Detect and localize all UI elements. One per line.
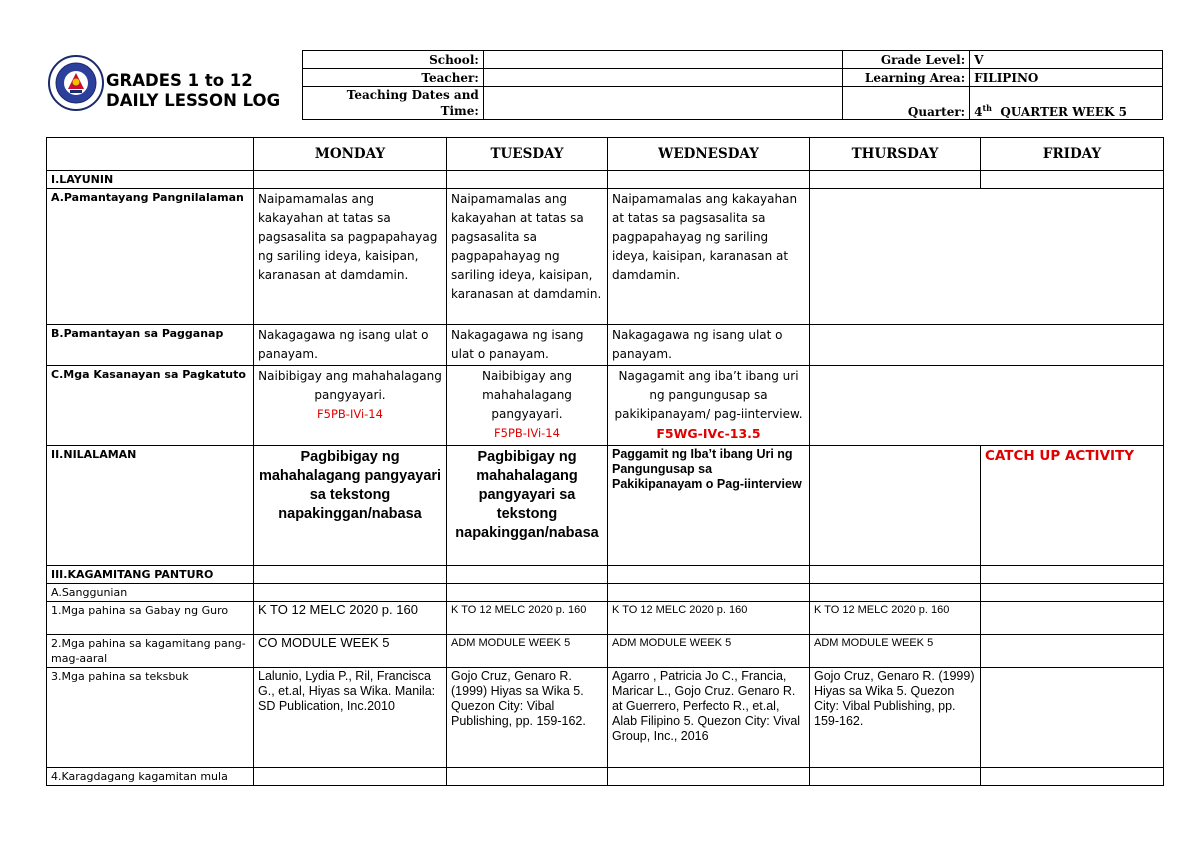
cell-empty: [447, 768, 608, 786]
cell-empty: [981, 584, 1164, 602]
cell-pangnilalaman-tuesday: Naipamamalas ang kakayahan at tatas sa pagsasalita sa pagpapahayag ng sariling ideya, kaisipan, karanasan at damdamin.: [447, 189, 608, 325]
cell-empty: [608, 768, 810, 786]
deped-seal-logo: [48, 55, 104, 111]
cell-empty: [254, 768, 447, 786]
cell-empty: [810, 768, 981, 786]
teaching-dates-label-line2: Time:: [440, 104, 479, 118]
cell-kasanayan-thu-fri: [810, 366, 1164, 446]
cell-kasanayan-wednesday: [608, 366, 810, 446]
row-label-layunin: I.LAYUNIN: [47, 171, 254, 189]
grade-level-value: V: [970, 51, 1163, 69]
kasanayan-wednesday-code: F5WG-IVc-13.5: [656, 426, 761, 441]
row-label-kasanayan: C.Mga Kasanayan sa Pagkatuto: [47, 366, 254, 446]
cell-pagganap-monday: Nakagagawa ng isang ulat o panayam.: [254, 325, 447, 366]
cell-modyul-monday: CO MODULE WEEK 5: [254, 635, 447, 668]
cell-empty: [447, 566, 608, 584]
cell-gabay-wednesday: K TO 12 MELC 2020 p. 160: [608, 602, 810, 635]
cell-empty: [608, 584, 810, 602]
row-label-pamantayang-pangnilalaman: A.Pamantayang Pangnilalaman: [47, 189, 254, 325]
cell-pangnilalaman-thu-fri: [810, 189, 1164, 325]
log-title-line2: DAILY LESSON LOG: [106, 91, 281, 110]
cell-teksbuk-tuesday: Gojo Cruz, Genaro R. (1999) Hiyas sa Wika 5. Quezon City: Vibal Publishing, pp. 159-162.: [447, 668, 608, 768]
cell-gabay-monday: K TO 12 MELC 2020 p. 160: [254, 602, 447, 635]
cell-empty: [254, 171, 447, 189]
quarter-suffix: th: [982, 103, 992, 113]
kasanayan-monday-text: Naibibigay ang mahahalagang pangyayari.: [258, 369, 442, 402]
kasanayan-tuesday-text: Naibibigay ang mahahalagang pangyayari.: [481, 369, 573, 421]
teaching-dates-label-line1: Teaching Dates and: [346, 88, 479, 102]
cell-modyul-tuesday: ADM MODULE WEEK 5: [447, 635, 608, 668]
cell-modyul-thursday: ADM MODULE WEEK 5: [810, 635, 981, 668]
row-label-pamantayan-pagganap: B.Pamantayan sa Pagganap: [47, 325, 254, 366]
cell-empty: [981, 768, 1164, 786]
corner-cell: [47, 138, 254, 171]
cell-empty: [608, 566, 810, 584]
cell-nilalaman-monday: Pagbibigay ng mahahalagang pangyayari sa tekstong napakinggan/nabasa: [254, 446, 447, 566]
school-label: School:: [303, 51, 484, 69]
cell-modyul-wednesday: ADM MODULE WEEK 5: [608, 635, 810, 668]
teaching-dates-label: [303, 87, 484, 120]
cell-teksbuk-thursday: Gojo Cruz, Genaro R. (1999) Hiyas sa Wika 5. Quezon City: Vibal Publishing, pp. 159-162.: [810, 668, 981, 768]
day-header-wednesday: WEDNESDAY: [608, 138, 810, 171]
cell-pagganap-thu-fri: [810, 325, 1164, 366]
cell-empty: [608, 171, 810, 189]
day-header-thursday: THURSDAY: [810, 138, 981, 171]
day-header-monday: MONDAY: [254, 138, 447, 171]
cell-nilalaman-tuesday: Pagbibigay ng mahahalagang pangyayari sa tekstong napakinggan/nabasa: [447, 446, 608, 566]
cell-empty: [810, 584, 981, 602]
cell-gabay-tuesday: K TO 12 MELC 2020 p. 160: [447, 602, 608, 635]
cell-teksbuk-wednesday: Agarro , Patricia Jo C., Francia, Maricar L., Gojo Cruz. Genaro R. at Guerrero, Perfecto R., et.al, Alab Filipino 5. Quezon City: Vival Group, Inc., 2016: [608, 668, 810, 768]
cell-nilalaman-thursday: [810, 446, 981, 566]
quarter-value: [970, 87, 1163, 120]
cell-kasanayan-tuesday: [447, 366, 608, 446]
kasanayan-wednesday-text: Nagagamit ang iba’t ibang uri ng pangungusap sa pakikipanayam/ pag-iinterview.: [614, 369, 803, 421]
cell-nilalaman-wednesday: Paggamit ng Iba’t ibang Uri ng Pangungusap sa Pakikipanayam o Pag-iinterview: [608, 446, 810, 566]
learning-area-label: Learning Area:: [843, 69, 970, 87]
kasanayan-tuesday-code: F5PB-IVi-14: [494, 426, 560, 440]
cell-empty: [447, 584, 608, 602]
catch-up-activity: CATCH UP ACTIVITY: [981, 446, 1164, 566]
header-info-table: [302, 50, 1163, 120]
lesson-log-table: [46, 137, 1164, 786]
teaching-dates-value: [483, 87, 842, 120]
cell-empty: [981, 635, 1164, 668]
cell-empty: [981, 171, 1164, 189]
grade-level-label: Grade Level:: [843, 51, 970, 69]
learning-area-value: FILIPINO: [970, 69, 1163, 87]
row-label-teksbuk: 3.Mga pahina sa teksbuk: [47, 668, 254, 768]
row-label-kagamitang-mag-aaral: 2.Mga pahina sa kagamitang pang-mag-aaral: [47, 635, 254, 668]
quarter-text: QUARTER WEEK 5: [1000, 105, 1127, 119]
row-label-gabay-guro: 1.Mga pahina sa Gabay ng Guro: [47, 602, 254, 635]
cell-empty: [981, 602, 1164, 635]
cell-pagganap-wednesday: Nakagagawa ng isang ulat o panayam.: [608, 325, 810, 366]
kasanayan-monday-code: F5PB-IVi-14: [317, 407, 383, 421]
cell-pagganap-tuesday: Nakagagawa ng isang ulat o panayam.: [447, 325, 608, 366]
cell-empty: [810, 171, 981, 189]
day-header-tuesday: TUESDAY: [447, 138, 608, 171]
cell-empty: [981, 566, 1164, 584]
cell-empty: [254, 584, 447, 602]
quarter-number: 4: [974, 105, 983, 119]
day-header-friday: FRIDAY: [981, 138, 1164, 171]
school-value: [483, 51, 842, 69]
row-label-sanggunian: A.Sanggunian: [47, 584, 254, 602]
row-label-nilalaman: II.NILALAMAN: [47, 446, 254, 566]
teacher-value: [483, 69, 842, 87]
cell-gabay-thursday: K TO 12 MELC 2020 p. 160: [810, 602, 981, 635]
cell-empty: [254, 566, 447, 584]
quarter-label: Quarter:: [843, 87, 970, 120]
row-label-kagamitang-panturo: III.KAGAMITANG PANTURO: [47, 566, 254, 584]
cell-teksbuk-monday: Lalunio, Lydia P., Ril, Francisca G., et.al, Hiyas sa Wika. Manila: SD Publication, Inc.2010: [254, 668, 447, 768]
row-label-karagdagang: 4.Karagdagang kagamitan mula: [47, 768, 254, 786]
cell-kasanayan-monday: [254, 366, 447, 446]
teacher-label: Teacher:: [303, 69, 484, 87]
cell-empty: [981, 668, 1164, 768]
cell-pangnilalaman-wednesday: Naipamamalas ang kakayahan at tatas sa pagsasalita sa pagpapahayag ng sariling ideya, kaisipan, karanasan at damdamin.: [608, 189, 810, 325]
cell-empty: [810, 566, 981, 584]
cell-pangnilalaman-monday: Naipamamalas ang kakayahan at tatas sa pagsasalita sa pagpapahayag ng sariling ideya, kaisipan, karanasan at damdamin.: [254, 189, 447, 325]
log-title-line1: GRADES 1 to 12: [106, 71, 253, 90]
cell-empty: [447, 171, 608, 189]
